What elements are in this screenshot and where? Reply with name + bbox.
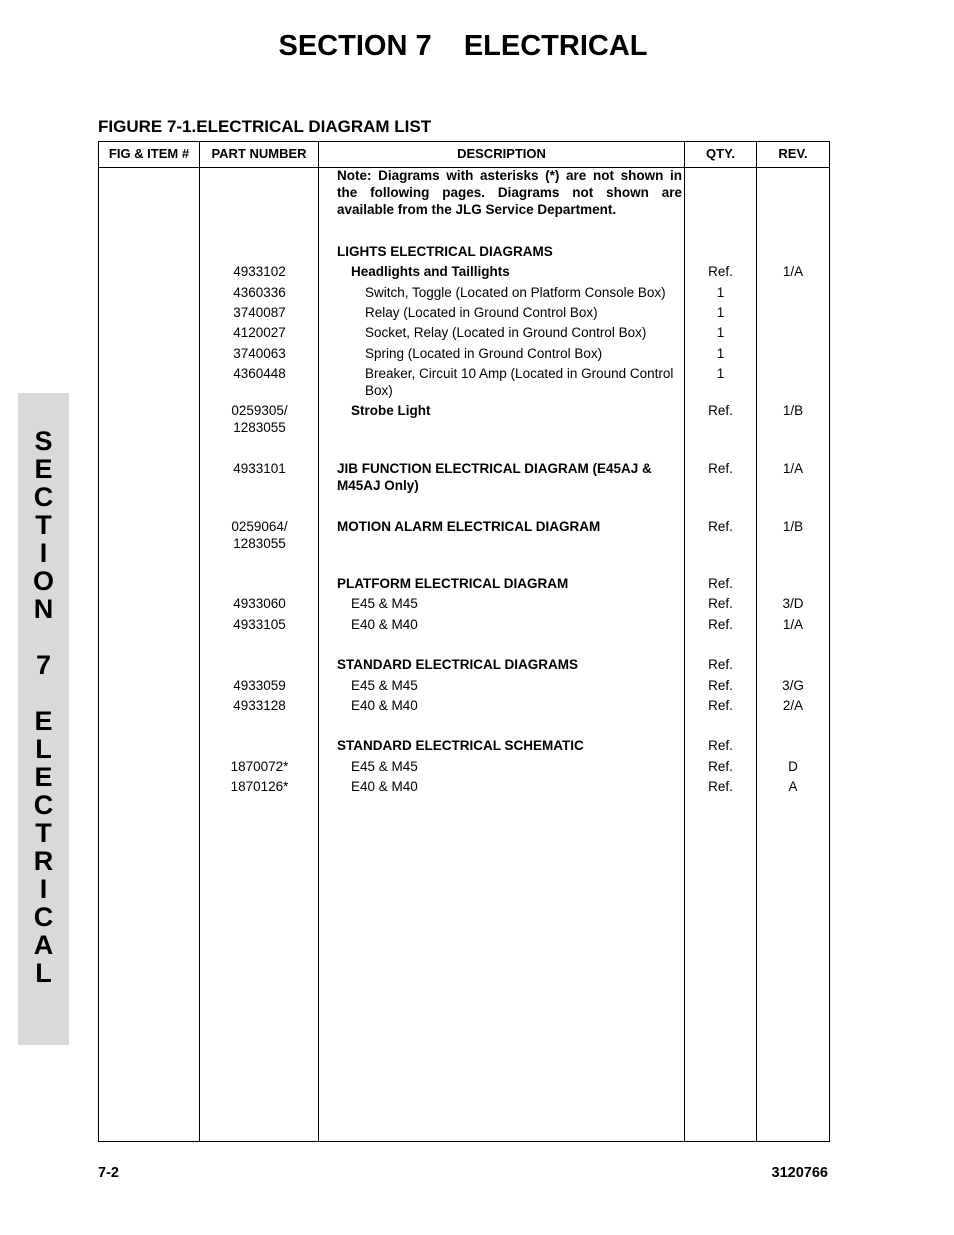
part-number-cell: 4360336 [233,285,286,300]
qty-cell: Ref. [708,461,733,476]
description-cell: Breaker, Circuit 10 Amp (Located in Ground Control Box) [365,366,674,398]
description-cell: PLATFORM ELECTRICAL DIAGRAM [337,576,569,591]
qty-cell: Ref. [708,403,733,418]
description-cell: E40 & M40 [351,617,418,632]
part-number-cell: 1870072* [230,759,289,774]
rev-cell: 1/B [782,519,804,534]
side-tab-letter: N [33,594,54,624]
description-cell: Relay (Located in Ground Control Box) [365,305,598,320]
rev-cell: 3/G [782,678,804,693]
qty-cell: Ref. [708,698,733,713]
side-tab-letter: C [33,790,54,820]
side-tab-letter: L [35,958,52,988]
part-number-cell: 4933105 [233,617,286,632]
header-rev: REV. [778,146,808,161]
qty-cell: Ref. [708,657,733,672]
qty-cell: 1 [716,346,725,361]
header-qty: QTY. [706,146,735,161]
document-number: 3120766 [771,1165,828,1181]
column-divider [756,142,757,1141]
page-title: SECTION 7 ELECTRICAL [278,30,648,62]
side-tab-letter: I [39,538,48,568]
description-cell: Switch, Toggle (Located on Platform Console Box) [365,285,666,300]
side-tab-letters [18,427,69,987]
part-number-cell: 4933059 [233,678,286,693]
description-cell: E40 & M40 [351,779,418,794]
qty-cell: Ref. [708,617,733,632]
qty-cell: 1 [716,366,725,381]
qty-cell: 1 [716,325,725,340]
part-number-cell: 0259064/ 1283055 [231,519,288,551]
qty-cell: Ref. [708,596,733,611]
part-number-cell: 4933101 [233,461,286,476]
side-tab-letter: A [33,930,54,960]
qty-cell: Ref. [708,264,733,279]
qty-cell: 1 [716,305,725,320]
qty-cell: Ref. [708,519,733,534]
side-tab-letter: 7 [35,650,52,680]
header-description: DESCRIPTION [457,146,546,161]
description-cell: E40 & M40 [351,698,418,713]
qty-cell: Ref. [708,779,733,794]
qty-cell: Ref. [708,678,733,693]
description-cell: STANDARD ELECTRICAL SCHEMATIC [337,738,584,753]
description-cell: Socket, Relay (Located in Ground Control Box) [365,325,647,340]
part-number-cell: 3740063 [233,346,286,361]
page-number: 7-2 [98,1165,119,1181]
description-cell: Headlights and Taillights [351,264,510,279]
diagram-list-table [98,141,830,1142]
description-cell: Strobe Light [351,403,431,418]
header-fig-item: FIG & ITEM # [108,146,190,161]
section-side-tab [18,393,69,1045]
side-tab-letter: E [34,706,53,736]
part-number-cell: 0259305/ 1283055 [231,403,288,435]
rev-cell: D [788,759,798,774]
description-cell: E45 & M45 [351,678,418,693]
part-number-cell: 4120027 [233,325,286,340]
rev-cell: 1/A [782,461,804,476]
rev-cell: 1/B [782,403,804,418]
note-text: Note: Diagrams with asterisks (*) are not shown in the following pages. Diagrams not shown are available from the JLG Service Department. [337,168,682,217]
part-number-cell: 3740087 [233,305,286,320]
header-part-number: PART NUMBER [211,146,307,161]
description-cell: STANDARD ELECTRICAL DIAGRAMS [337,657,578,672]
side-tab-letter: L [35,734,52,764]
part-number-cell: 4933060 [233,596,286,611]
rev-cell: A [788,779,798,794]
side-tab-letter: R [33,846,54,876]
description-cell: MOTION ALARM ELECTRICAL DIAGRAM [337,519,601,534]
side-tab-letter: E [34,454,53,484]
part-number-cell: 4933128 [233,698,286,713]
part-number-cell: 4360448 [233,366,286,381]
side-tab-gap [18,623,69,651]
description-cell: JIB FUNCTION ELECTRICAL DIAGRAM (E45AJ & M45AJ Only) [337,461,652,493]
side-tab-letter: I [39,874,48,904]
side-tab-gap [18,679,69,707]
side-tab-letter: O [32,566,54,596]
rev-cell: 1/A [782,264,804,279]
rev-cell: 1/A [782,617,804,632]
figure-title: FIGURE 7-1.ELECTRICAL DIAGRAM LIST [98,117,432,136]
side-tab-letter: C [33,902,54,932]
qty-cell: Ref. [708,759,733,774]
qty-cell: Ref. [708,576,733,591]
side-tab-letter: T [35,818,52,848]
description-cell: E45 & M45 [351,596,418,611]
side-tab-letter: E [34,762,53,792]
rev-cell: 3/D [782,596,804,611]
description-cell: Spring (Located in Ground Control Box) [365,346,603,361]
description-cell: E45 & M45 [351,759,418,774]
side-tab-letter: S [34,426,53,456]
part-number-cell: 4933102 [233,264,286,279]
side-tab-letter: C [33,482,54,512]
side-tab-letter: T [35,510,52,540]
qty-cell: Ref. [708,738,733,753]
part-number-cell: 1870126* [230,779,289,794]
qty-cell: 1 [716,285,725,300]
rev-cell: 2/A [782,698,804,713]
description-cell: LIGHTS ELECTRICAL DIAGRAMS [337,244,553,259]
